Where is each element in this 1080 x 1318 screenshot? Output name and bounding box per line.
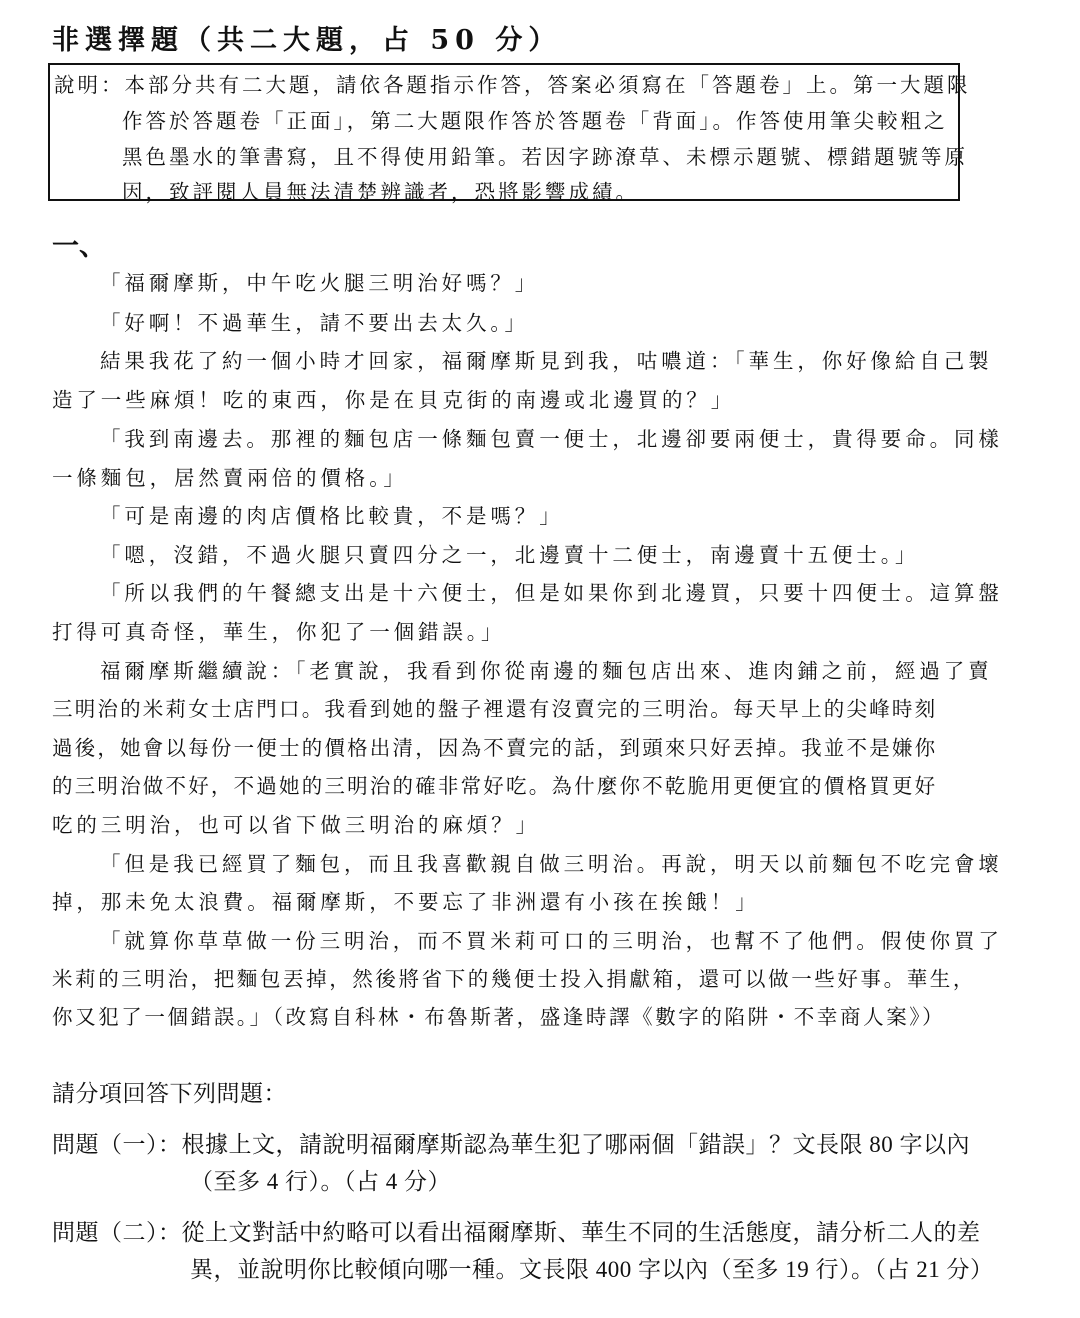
- passage-line: 造了一些麻煩！吃的東西，你是在貝克街的南邊或北邊買的？」: [52, 388, 736, 412]
- passage-line: 過後，她會以每份一便士的價格出清，因為不賣完的話，到頭來只好丟掉。我並不是嫌你: [52, 736, 938, 760]
- questions-intro: 請分項回答下列問題：: [52, 1081, 287, 1106]
- question-2-continued: 異，並說明你比較傾向哪一種。文長限 400 字以內（至多 19 行）。（占 21 分）: [190, 1257, 994, 1282]
- passage-line: 結果我花了約一個小時才回家，福爾摩斯見到我，咕噥道：「華生，你好像給自己製: [100, 349, 993, 373]
- question-1: 問題（一）：根據上文，請說明福爾摩斯認為華生犯了哪兩個「錯誤」？文長限 80 字以內: [52, 1132, 970, 1157]
- passage-line: 「但是我已經買了麵包，而且我喜歡親自做三明治。再說，明天以前麵包不吃完會壞: [100, 852, 1003, 876]
- question-1-continued: （至多 4 行）。（占 4 分）: [190, 1169, 451, 1194]
- section-number: 一、: [52, 231, 106, 262]
- passage-line: 的三明治做不好，不過她的三明治的確非常好吃。為什麼你不乾脆用更便宜的價格買更好: [52, 774, 938, 798]
- passage-line: 米莉的三明治，把麵包丟掉，然後將省下的幾便士投入捐獻箱，還可以做一些好事。華生，: [52, 967, 976, 991]
- instructions-line: 因，致評閱人員無法清楚辨識者，恐將影響成績。: [122, 180, 639, 204]
- instructions-line: 黑色墨水的筆書寫，且不得使用鉛筆。若因字跡潦草、未標示題號、標錯題號等原: [122, 145, 968, 169]
- instructions-line: 作答於答題卷「正面」，第二大題限作答於答題卷「背面」。作答使用筆尖較粗之: [122, 109, 948, 133]
- instructions-line: 說明：本部分共有二大題，請依各題指示作答，答案必須寫在「答題卷」上。第一大題限: [54, 73, 971, 97]
- passage-line: 福爾摩斯繼續說：「老實說，我看到你從南邊的麵包店出來、進肉鋪之前，經過了賣: [100, 659, 993, 683]
- passage-line: 「可是南邊的肉店價格比較貴，不是嗎？」: [100, 504, 564, 528]
- question-2: 問題（二）：從上文對話中約略可以看出福爾摩斯、華生不同的生活態度，請分析二人的差: [52, 1220, 981, 1245]
- passage-line: 吃的三明治，也可以省下做三明治的麻煩？」: [52, 813, 540, 837]
- passage-line: 掉，那未免太浪費。福爾摩斯，不要忘了非洲還有小孩在挨餓！」: [52, 890, 760, 914]
- passage-line: 「就算你草草做一份三明治，而不買米莉可口的三明治，也幫不了他們。假使你買了: [100, 929, 1003, 953]
- passage-line: 「好啊！不過華生，請不要出去太久。」: [100, 311, 529, 335]
- passage-line: 一條麵包，居然賣兩倍的價格。」: [52, 466, 408, 490]
- passage-line: 打得可真奇怪，華生，你犯了一個錯誤。」: [52, 620, 506, 644]
- passage-line: 三明治的米莉女士店門口。我看到她的盤子裡還有沒賣完的三明治。每天早上的尖峰時刻: [52, 697, 938, 721]
- passage-line: 你又犯了一個錯誤。」（改寫自科林・布魯斯著，盛逢時譯《數字的陷阱・不幸商人案》）: [52, 1005, 946, 1029]
- passage-line: 「所以我們的午餐總支出是十六便士，但是如果你到北邊買，只要十四便士。這算盤: [100, 581, 1003, 605]
- passage-line: 「福爾摩斯，中午吃火腿三明治好嗎？」: [100, 271, 540, 295]
- passage-line: 「我到南邊去。那裡的麵包店一條麵包賣一便士，北邊卻要兩便士，貴得要命。同樣: [100, 427, 1003, 451]
- passage-line: 「嗯，沒錯，不過火腿只賣四分之一，北邊賣十二便士，南邊賣十五便士。」: [100, 543, 920, 567]
- section-title: 非選擇題（共二大題，占 50 分）: [52, 25, 562, 56]
